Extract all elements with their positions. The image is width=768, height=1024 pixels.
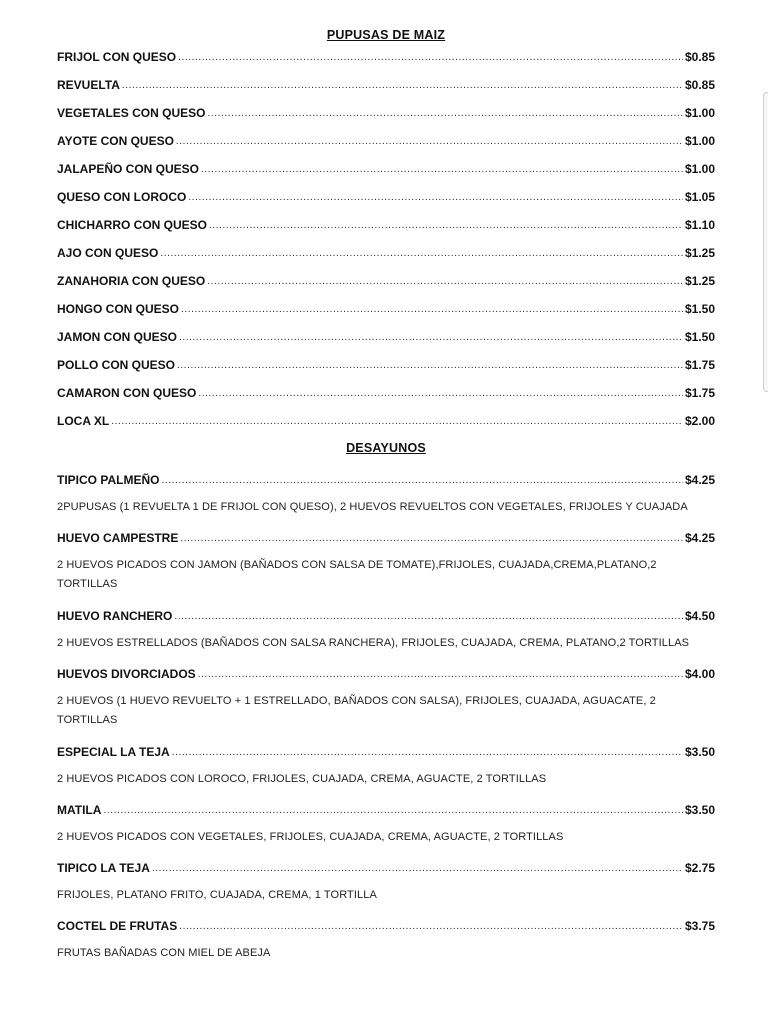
item-price: $4.25 [684, 531, 715, 545]
item-description: FRUTAS BAÑADAS CON MIEL DE ABEJA [57, 947, 271, 959]
item-price: $1.10 [684, 218, 715, 232]
dot-leader [178, 52, 683, 64]
item-price: $0.85 [684, 50, 715, 64]
dot-leader [103, 805, 683, 817]
item-description: 2 HUEVOS PICADOS CON LOROCO, FRIJOLES, CUAJADA, CREMA, AGUACTE, 2 TORTILLAS [57, 773, 547, 785]
dot-leader [180, 533, 683, 545]
menu-item [57, 665, 715, 681]
item-description: 2PUPUSAS (1 REVUELTA 1 DE FRIJOL CON QUESO), 2 HUEVOS REVUELTOS CON VEGETALES, FRIJOLES Y CUAJADA [57, 501, 688, 513]
menu-item [57, 412, 715, 428]
menu-item [57, 384, 715, 400]
item-description: 2 HUEVOS PICADOS CON VEGETALES, FRIJOLES, CUAJADA, CREMA, AGUACTE, 2 TORTILLAS [57, 831, 564, 843]
dot-leader [209, 220, 683, 232]
dot-leader [176, 136, 683, 148]
item-description: 2 HUEVOS PICADOS CON JAMON (BAÑADOS CON SALSA DE TOMATE),FRIJOLES, CUAJADA,CREMA,PLATANO,2 TORTILLAS [57, 559, 657, 590]
item-price: $4.50 [684, 609, 715, 623]
item-name: MATILA [57, 803, 102, 817]
item-price: $1.50 [684, 302, 715, 316]
menu-item [57, 132, 715, 148]
item-name: JAMON CON QUESO [57, 330, 178, 344]
item-price: $1.00 [684, 134, 715, 148]
dot-leader [174, 611, 683, 623]
item-price: $2.00 [684, 414, 715, 428]
item-name: JALAPEÑO CON QUESO [57, 162, 200, 176]
item-price: $3.50 [684, 803, 715, 817]
dot-leader [111, 416, 683, 428]
menu-item [57, 529, 715, 545]
item-price: $3.75 [684, 919, 715, 933]
item-price: $2.75 [684, 861, 715, 875]
scrollbar[interactable] [763, 92, 768, 392]
item-name: QUESO CON LOROCO [57, 190, 187, 204]
item-name: AJO CON QUESO [57, 246, 159, 260]
item-description: 2 HUEVOS ESTRELLADOS (BAÑADOS CON SALSA RANCHERA), FRIJOLES, CUAJADA, CREMA, PLATANO,2 TORTILLAS [57, 637, 690, 649]
dot-leader [152, 863, 683, 875]
item-name: POLLO CON QUESO [57, 358, 176, 372]
menu-item [57, 328, 715, 344]
item-name: TIPICO PALMEÑO [57, 473, 160, 487]
dot-leader [207, 276, 683, 288]
item-name: CAMARON CON QUESO [57, 386, 197, 400]
item-price: $1.00 [684, 162, 715, 176]
menu-item [57, 244, 715, 260]
menu-item [57, 471, 715, 487]
dot-leader [177, 360, 683, 372]
menu-item [57, 76, 715, 92]
menu-item [57, 607, 715, 623]
menu-item [57, 272, 715, 288]
item-name: VEGETALES CON QUESO [57, 106, 206, 120]
item-price: $1.50 [684, 330, 715, 344]
menu-item [57, 216, 715, 232]
item-price: $4.25 [684, 473, 715, 487]
item-name: REVUELTA [57, 78, 120, 92]
dot-leader [172, 747, 683, 759]
item-name: AYOTE CON QUESO [57, 134, 174, 148]
section-title-desayunos: DESAYUNOS [346, 441, 426, 455]
item-name: CHICHARRO CON QUESO [57, 218, 208, 232]
menu-item [57, 801, 715, 817]
item-description: 2 HUEVOS (1 HUEVO REVUELTO + 1 ESTRELLADO, BAÑADOS CON SALSA), FRIJOLES, CUAJADA, AGUACATE, 2 TORTILLAS [57, 695, 656, 726]
item-name: FRIJOL CON QUESO [57, 50, 177, 64]
menu-item [57, 356, 715, 372]
dot-leader [207, 108, 683, 120]
dot-leader [161, 475, 683, 487]
dot-leader [181, 304, 683, 316]
item-name: COCTEL DE FRUTAS [57, 919, 178, 933]
menu-item [57, 104, 715, 120]
menu-item [57, 48, 715, 64]
item-price: $1.75 [684, 358, 715, 372]
item-name: HONGO CON QUESO [57, 302, 180, 316]
item-price: $1.25 [684, 274, 715, 288]
item-name: ZANAHORIA CON QUESO [57, 274, 206, 288]
item-price: $0.85 [684, 78, 715, 92]
item-description: FRIJOLES, PLATANO FRITO, CUAJADA, CREMA, 1 TORTILLA [57, 889, 377, 901]
item-price: $4.00 [684, 667, 715, 681]
item-name: LOCA XL [57, 414, 110, 428]
menu-item [57, 917, 715, 933]
dot-leader [122, 80, 683, 92]
item-name: HUEVOS DIVORCIADOS [57, 667, 196, 681]
menu-item [57, 859, 715, 875]
dot-leader [179, 332, 683, 344]
dot-leader [188, 192, 683, 204]
dot-leader [160, 248, 683, 260]
menu-item [57, 300, 715, 316]
dot-leader [198, 388, 683, 400]
item-price: $1.25 [684, 246, 715, 260]
menu-item [57, 743, 715, 759]
dot-leader [179, 921, 683, 933]
dot-leader [201, 164, 683, 176]
section-title-pupusas: PUPUSAS DE MAIZ [326, 28, 446, 42]
item-name: ESPECIAL LA TEJA [57, 745, 170, 759]
item-price: $1.75 [684, 386, 715, 400]
menu-item [57, 160, 715, 176]
item-name: TIPICO LA TEJA [57, 861, 150, 875]
item-name: HUEVO CAMPESTRE [57, 531, 179, 545]
item-price: $1.05 [684, 190, 715, 204]
dot-leader [198, 669, 683, 681]
menu-item [57, 188, 715, 204]
item-price: $1.00 [684, 106, 715, 120]
item-name: HUEVO RANCHERO [57, 609, 173, 623]
item-price: $3.50 [684, 745, 715, 759]
